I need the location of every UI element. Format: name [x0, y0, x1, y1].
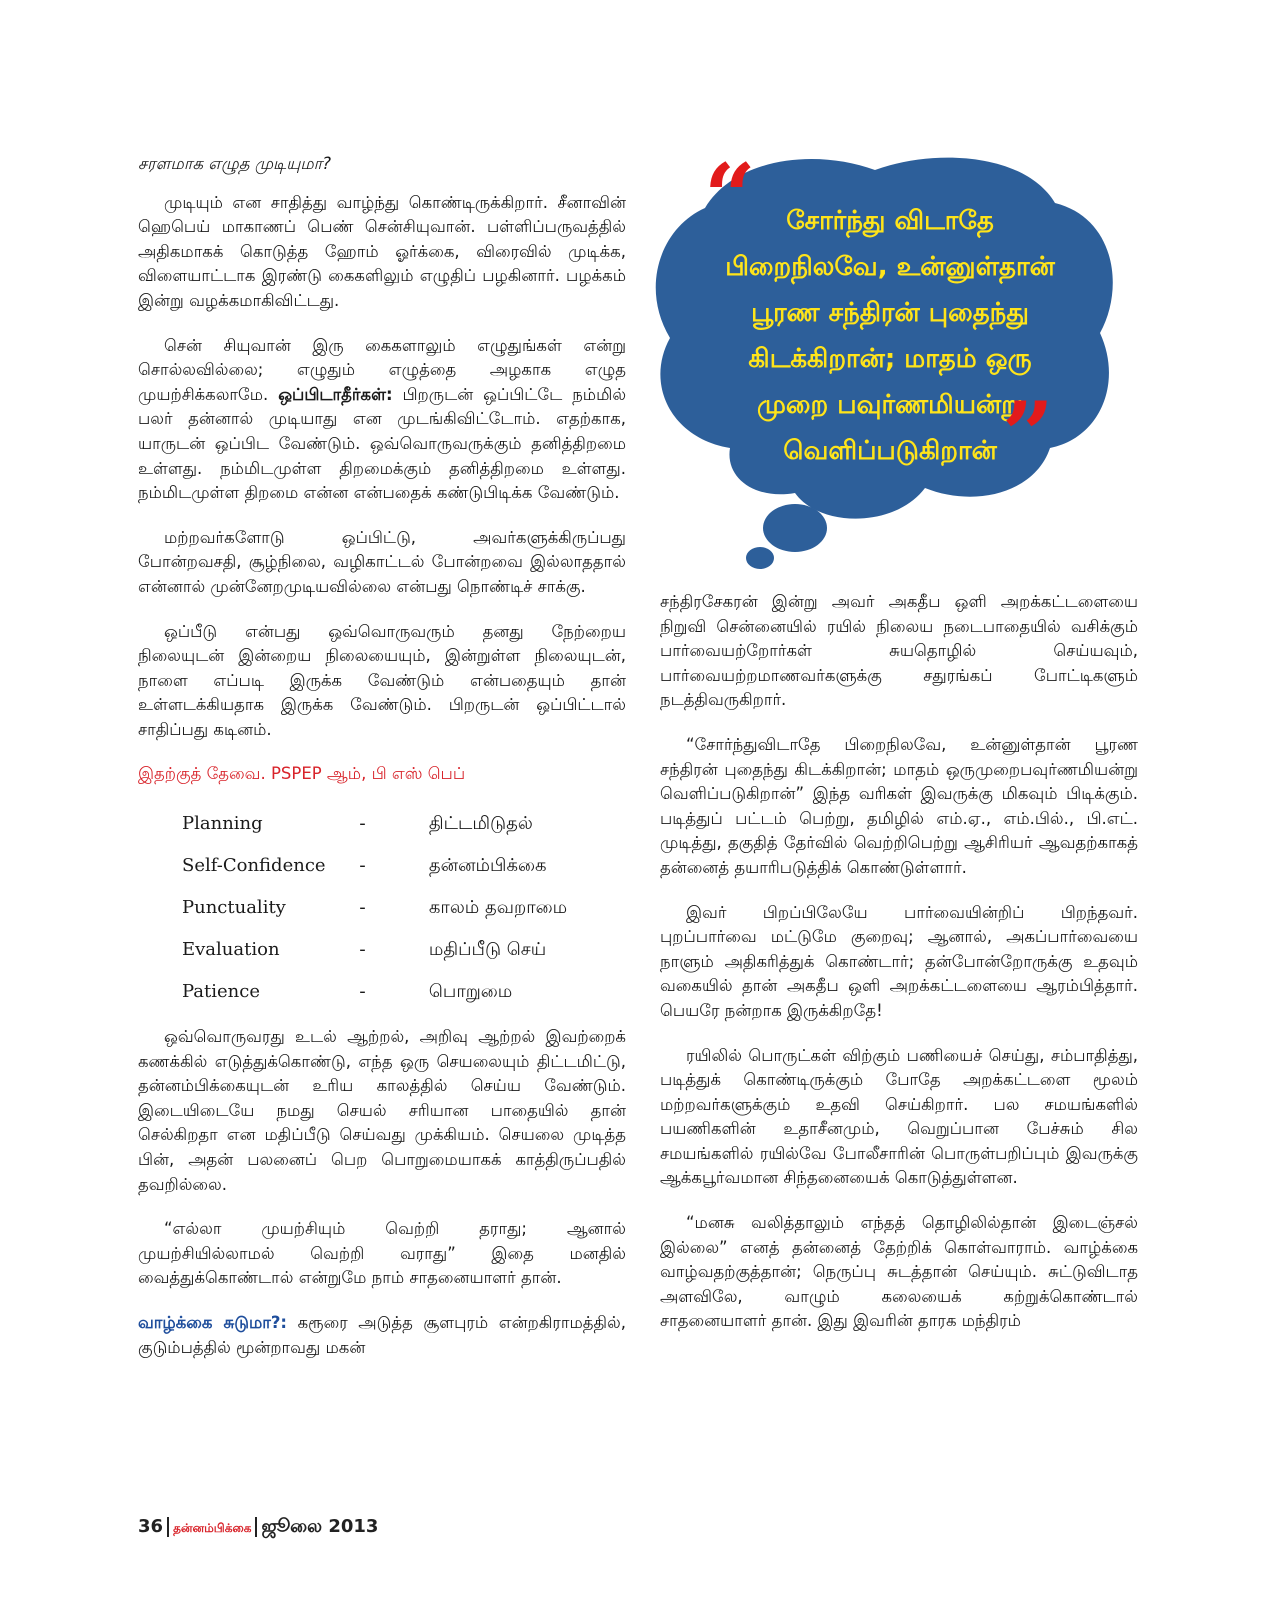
pspep-dash: - [359, 812, 366, 834]
left-column [138, 152, 626, 1380]
footer-divider [255, 1517, 257, 1537]
pspep-heading: இதற்குத் தேவை. PSPEP ஆம், பி எஸ் பெப் [138, 764, 466, 784]
pull-quote-line: சோர்ந்து விடாதே [786, 206, 994, 236]
pspep-tamil: தன்னம்பிக்கை [428, 854, 547, 876]
paragraph: முடியும் என சாதித்து வாழ்ந்து கொண்டிருக்கிறார். சீனாவின் ஹெபெய் மாகாணப் பெண் சென்சியுவான். பள்ளிப்பருவத்தில் அதிகமாகக் கொடுத்த ஹோம் ஓர்க்கை, விரைவில் முடிக்க, விளையாட்டாக இரண்டு கைகளிலும் எழுதிப் பழகினார். பழக்கம் இன்று வழக்கமாகிவிட்டது. [138, 192, 626, 310]
paragraph-text: சென் சியுவான் இரு கைகளாலும் எழுதுங்கள் என்று சொல்லவில்லை; எழுதும் எழுத்தை அழகாக எழுத முயற்சிக்கலாமே. [138, 335, 626, 404]
paragraph [138, 1311, 626, 1360]
intro-line: சரளமாக எழுத முடியுமா? [138, 154, 331, 173]
paragraph [138, 334, 626, 506]
bubble-tail-dot [763, 504, 827, 552]
pspep-english: Planning [182, 812, 263, 834]
right-column [660, 590, 1138, 1354]
paragraph-text: கரூரை அடுத்த சூளபுரம் என்றகிராமத்தில், குடும்பத்தில் மூன்றாவது மகன் [138, 1313, 626, 1357]
pspep-row [182, 845, 626, 887]
magazine-name: தன்னம்பிக்கை [173, 1521, 252, 1535]
section-lead: ஒப்பிடாதீர்கள்: [278, 384, 393, 404]
pull-quote-line: பிறைநிலவே, உன்னுள்தான் [725, 252, 1055, 282]
paragraph-text: பிறருடன் ஒப்பிட்டே நம்மில் பலர் தன்னால் முடியாது என முடங்கிவிட்டோம். எதற்காக, யாருடன் ஒப்பிட வேண்டும். ஒவ்வொருவருக்கும் தனித்திறமை உள்ளது. நம்மிடமுள்ள திறமைக்கும் தனித்திறமை உள்ளது. நம்மிடமுள்ள திறமை என்ன என்பதைக் கண்டுபிடிக்க வேண்டும். [138, 384, 627, 503]
pspep-tamil: பொறுமை [428, 980, 513, 1002]
paragraph: ஒப்பீடு என்பது ஒவ்வொருவரும் தனது நேற்றைய நிலையுடன் இன்றைய நிலையையும், இன்றுள்ள நிலையுடன், நாளை எப்படி இருக்க வேண்டும் என்பதையும் தான் உள்ளடக்கியதாக இருக்க வேண்டும். பிறருடன் ஒப்பிட்டால் சாதிப்பது கடினம். [138, 621, 626, 739]
page-footer [138, 1516, 378, 1539]
section-lead: வாழ்க்கை சுடுமா?: [138, 1313, 288, 1332]
pspep-dash: - [359, 938, 366, 960]
pspep-english: Punctuality [182, 896, 286, 918]
pspep-dash: - [359, 896, 366, 918]
open-quote-mark: “ [704, 144, 756, 250]
pspep-row [182, 971, 626, 1013]
pspep-table [182, 803, 626, 1013]
pspep-english: Evaluation [182, 938, 280, 960]
pull-quote-line: முறை பவுர்ணமியன்று [757, 390, 1023, 420]
pspep-tamil: காலம் தவறாமை [428, 896, 568, 918]
pull-quote-line: கிடக்கிறான்; மாதம் ஒரு [748, 344, 1032, 374]
pspep-english: Self-Confidence [182, 854, 326, 876]
issue-date: ஜூலை 2013 [261, 1516, 379, 1537]
paragraph: ரயிலில் பொருட்கள் விற்கும் பணியைச் செய்து, சம்பாதித்து, படித்துக் கொண்டிருக்கும் போதே அறக்கட்டளை மூலம் மற்றவர்களுக்கும் உதவி செய்கிறார். பல சமயங்களில் பயணிகளின் உதாசீனமும், வெறுப்பான பேச்சும் சில சமயங்களில் ரயில்வே போலீசாரின் பொருள்பறிப்பும் இவருக்கு ஆக்கபூர்வமான சிந்தனையைக் கொடுத்துள்ளன. [660, 1045, 1138, 1188]
pspep-dash: - [359, 854, 366, 876]
pspep-row [182, 887, 626, 929]
paragraph: மற்றவர்களோடு ஒப்பிட்டு, அவர்களுக்கிருப்பது போன்றவசதி, சூழ்நிலை, வழிகாட்டல் போன்றவை இல்லாததால் என்னால் முன்னேறமுடியவில்லை என்பது நொண்டிச் சாக்கு. [138, 527, 626, 596]
pspep-row [182, 803, 626, 845]
pspep-tamil: திட்டமிடுதல் [428, 812, 533, 834]
page-number: 36 [138, 1516, 164, 1537]
paragraph: “மனசு வலித்தாலும் எந்தத் தொழிலில்தான் இடைஞ்சல் இல்லை” எனத் தன்னைத் தேற்றிக் கொள்வாராம். வாழ்க்கை வாழ்வதற்குத்தான்; நெருப்பு சுடத்தான் செய்யும். சுட்டுவிடாத அளவிலே, வாழும் கலையைக் கற்றுக்கொண்டால் சாதனையாளர் தான். இது இவரின் தாரக மந்திரம் [660, 1213, 1138, 1331]
bubble-tail-dot [746, 547, 774, 569]
paragraph: ஒவ்வொருவரது உடல் ஆற்றல், அறிவு ஆற்றல் இவற்றைக் கணக்கில் எடுத்துக்கொண்டு, எந்த ஒரு செயலையும் திட்டமிட்டு, தன்னம்பிக்கையுடன் உரிய காலத்தில் செய்ய வேண்டும். இடையிடையே நமது செயல் சரியான பாதையில் தான் செல்கிறதா என மதிப்பீடு செய்வது முக்கியம். செயலை முடித்த பின், அதன் பலனைப் பெற பொறுமையாகக் காத்திருப்பதில் தவறில்லை. [138, 1027, 626, 1194]
footer-divider [167, 1517, 169, 1537]
close-quote-mark: ” [1002, 382, 1054, 488]
paragraph: சந்திரசேகரன் இன்று அவர் அகதீப ஒளி அறக்கட்டளையை நிறுவி சென்னையில் ரயில் நிலைய நடைபாதையில் வசிக்கும் பார்வையற்றோர்கள் சுயதொழில் செய்யவும், பார்வையற்றமாணவர்களுக்கு சதுரங்கப் போட்டிகளும் நடத்திவருகிறார். [660, 592, 1138, 710]
pspep-english: Patience [182, 980, 261, 1002]
paragraph: “எல்லா முயற்சியும் வெற்றி தராது; ஆனால் முயற்சியில்லாமல் வெற்றி வராது” இதை மனதில் வைத்துக்கொண்டால் என்றுமே நாம் சாதனையாளர் தான். [138, 1219, 626, 1288]
paragraph: இவர் பிறப்பிலேயே பார்வையின்றிப் பிறந்தவர். புறப்பார்வை மட்டுமே குறைவு; ஆனால், அகப்பார்வையை நாளும் அதிகரித்துக் கொண்டார்; தன்போன்றோருக்கு உதவும் வகையில் தான் அகதீப ஒளி அறக்கட்டளையை ஆரம்பித்தார். பெயரே நன்றாக இருக்கிறதே! [660, 902, 1138, 1020]
pull-quote-line: பூரண சந்திரன் புதைந்து [751, 298, 1029, 328]
pspep-dash: - [359, 980, 366, 1002]
pspep-tamil: மதிப்பீடு செய் [428, 938, 547, 960]
pull-quote-line: வெளிப்படுகிறான் [783, 436, 997, 466]
paragraph: “சோர்ந்துவிடாதே பிறைநிலவே, உன்னுள்தான் பூரண சந்திரன் புதைந்து கிடக்கிறான்; மாதம் ஒருமுறைபவுர்ணமியன்று வெளிப்படுகிறான்” இந்த வரிகள் இவருக்கு மிகவும் பிடிக்கும். படித்துப் பட்டம் பெற்று, தமிழில் எம்.ஏ., எம்.பில்., பி.எட். முடித்து, தகுதித் தேர்வில் வெற்றிபெற்று ஆசிரியர் ஆவதற்காகத் தன்னைத் தயாரிபடுத்திக் கொண்டுள்ளார். [660, 734, 1138, 877]
pspep-row [182, 929, 626, 971]
